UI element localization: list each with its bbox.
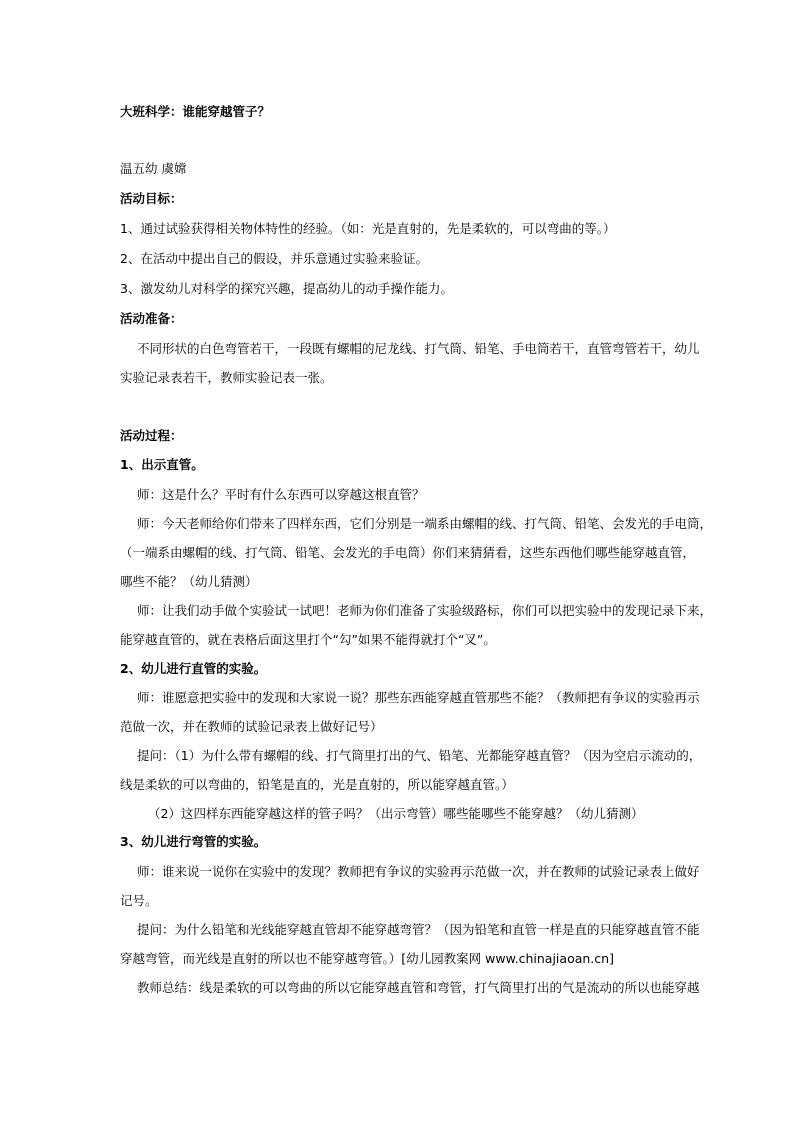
goals-heading: 活动目标：	[120, 191, 183, 206]
step3-line-text: 穿越弯管，而光线是直射的所以也不能穿越弯管。）	[120, 951, 402, 966]
step2-line: 师：谁愿意把实验中的发现和大家说一说？那些东西能穿越直管那些不能？（教师把有争议的实验再示	[137, 690, 700, 705]
step2-heading: 2、幼儿进行直管的实验。	[120, 661, 267, 676]
goal-item: 1、通过试验获得相关物体特性的经验。（如：光是直射的，先是柔软的，可以弯曲的等。）	[120, 221, 616, 236]
process-heading: 活动过程：	[120, 428, 183, 443]
step1-heading: 1、出示直管。	[120, 457, 204, 472]
step1-line: 能穿越直管的，就在表格后面这里打个“勾”如果不能得就打个“叉”。	[120, 632, 496, 647]
step3-line-with-link	[120, 951, 680, 967]
step1-line: 哪些不能？（幼儿猜测）	[120, 574, 258, 589]
step1-line: （一端系由螺帽的线、打气筒、铅笔、会发光的手电筒）你们来猜猜看，这些东西他们哪些能穿越直管，	[120, 545, 696, 560]
step1-line: 师：让我们动手做个实验试一试吧！老师为你们准备了实验级路标，你们可以把实验中的发现记录下来，	[137, 603, 713, 618]
prep-line: 不同形状的白色弯管若干，一段既有螺帽的尼龙线、打气筒、铅笔、手电筒若干，直管弯管若干，幼儿	[137, 341, 700, 356]
step2-line: 线是柔软的可以弯曲的，铅笔是直的，光是直射的，所以能穿越直管。）	[120, 777, 514, 792]
step1-line: 师：今天老师给你们带来了四样东西，它们分别是一端系由螺帽的线、打气筒、铅笔、会发光的手电筒，	[137, 516, 713, 531]
doc-title: 大班科学：谁能穿越管子？	[120, 104, 271, 119]
step3-heading: 3、幼儿进行弯管的实验。	[120, 834, 267, 849]
goal-item: 3、激发幼儿对科学的探究兴趣，提高幼儿的动手操作能力。	[120, 281, 453, 296]
doc-author: 温五幼 虞嫦	[120, 161, 187, 176]
step3-line: 提问：为什么铅笔和光线能穿越直管却不能穿越弯管？（因为铅笔和直管一样是直的只能穿越直管不能	[137, 922, 700, 937]
step3-line: 教师总结：线是柔软的可以弯曲的所以它能穿越直管和弯管，打气筒里打出的气是流动的所以也能穿越	[137, 980, 700, 995]
goal-item: 2、在活动中提出自己的假设，并乐意通过实验来验证。	[120, 251, 428, 266]
source-link[interactable]: [幼儿园教案网 www.chinajiaoan.cn]	[401, 951, 614, 966]
prep-line: 实验记录表若干，教师实验记表一张。	[120, 370, 333, 385]
step1-line: 师：这是什么？平时有什么东西可以穿越这根直管？	[137, 487, 425, 502]
step2-line: 范做一次，并在教师的试验记录表上做好记号）	[120, 719, 383, 734]
prep-heading: 活动准备：	[120, 311, 183, 326]
step3-line: 记号。	[120, 893, 158, 908]
step2-line: （2）这四样东西能穿越这样的管子吗？（出示弯管）哪些能哪些不能穿越？（幼儿猜测）	[148, 806, 644, 821]
step3-line: 师：谁来说一说你在实验中的发现？教师把有争议的实验再示范做一次，并在教师的试验记录表上做好	[137, 864, 700, 879]
step2-line: 提问：（1）为什么带有螺帽的线、打气筒里打出的气、铅笔、光都能穿越直管？（因为空启示流动的，	[137, 748, 702, 763]
